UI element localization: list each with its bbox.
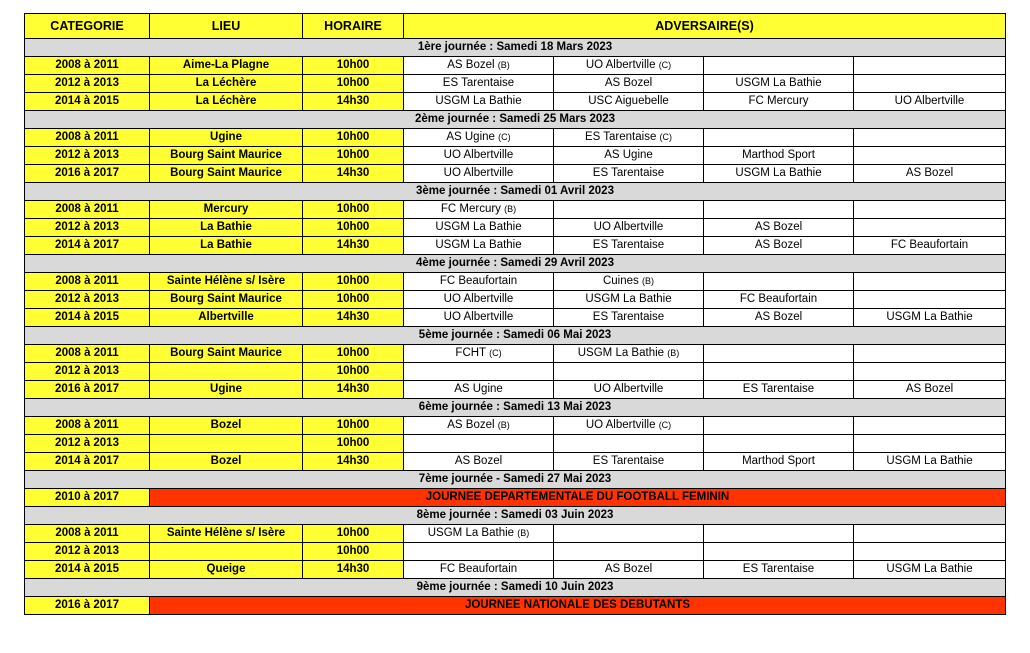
- category-cell: 2014 à 2015: [25, 309, 150, 327]
- opponent-cell: [404, 219, 554, 237]
- opponent-cell: [404, 345, 554, 363]
- time-cell: 14h30: [303, 237, 404, 255]
- category-cell: 2008 à 2011: [25, 129, 150, 147]
- time-cell: 10h00: [303, 129, 404, 147]
- opponent-cell: [554, 237, 704, 255]
- round-row: [25, 399, 1006, 417]
- opponent-cell: [404, 237, 554, 255]
- match-row: [25, 147, 1006, 165]
- category-cell: 2008 à 2011: [25, 345, 150, 363]
- schedule-body: [25, 39, 1006, 615]
- opponent-cell: [404, 453, 554, 471]
- time-cell: 10h00: [303, 363, 404, 381]
- category-cell: 2014 à 2017: [25, 453, 150, 471]
- opponent-name: ES Tarentaise: [592, 455, 665, 467]
- opponent-name: ES Tarentaise: [584, 131, 657, 143]
- opponent-cell: [704, 147, 854, 165]
- opponent-cell: [704, 165, 854, 183]
- opponent-cell: [554, 435, 704, 453]
- opponent-cell: [554, 201, 704, 219]
- opponent-name: USGM La Bathie: [735, 167, 822, 179]
- opponent-name: AS Bozel: [454, 455, 503, 467]
- schedule-table: [24, 13, 1006, 615]
- venue-cell: Bozel: [150, 453, 303, 471]
- opponent-cell: [854, 417, 1006, 435]
- opponent-cell: [404, 93, 554, 111]
- category-cell: 2016 à 2017: [25, 381, 150, 399]
- opponent-name: USGM La Bathie: [427, 527, 515, 539]
- opponent-name: AS Ugine: [446, 131, 495, 143]
- opponent-cell: [554, 291, 704, 309]
- opponent-name: ES Tarentaise: [592, 167, 665, 179]
- opponent-name: UO Albertville: [443, 149, 514, 161]
- venue-cell: Aime-La Plagne: [150, 57, 303, 75]
- category-cell: 2016 à 2017: [25, 597, 150, 615]
- time-cell: 10h00: [303, 201, 404, 219]
- category-cell: 2012 à 2013: [25, 219, 150, 237]
- opponent-cell: [554, 165, 704, 183]
- match-row: [25, 75, 1006, 93]
- match-row: [25, 561, 1006, 579]
- opponent-name: Cuines: [602, 275, 639, 287]
- category-cell: 2016 à 2017: [25, 165, 150, 183]
- opponent-name: USC Aiguebelle: [588, 95, 669, 107]
- opponent-name: FC Mercury: [748, 95, 809, 107]
- opponent-name: UO Albertville: [443, 311, 514, 323]
- opponent-cell: [704, 453, 854, 471]
- team-level-tag: (B): [517, 528, 530, 538]
- time-cell: 10h00: [303, 435, 404, 453]
- opponent-cell: [704, 129, 854, 147]
- header-horaire: HORAIRE: [303, 14, 404, 39]
- time-cell: 14h30: [303, 165, 404, 183]
- time-cell: 10h00: [303, 525, 404, 543]
- header-lieu: LIEU: [150, 14, 303, 39]
- opponent-cell: [404, 417, 554, 435]
- header-row: [25, 14, 1006, 39]
- opponent-cell: [404, 435, 554, 453]
- opponent-cell: [554, 561, 704, 579]
- venue-cell: La Bathie: [150, 237, 303, 255]
- round-title: 5ème journée : Samedi 06 Mai 2023: [25, 327, 1006, 345]
- venue-cell: Mercury: [150, 201, 303, 219]
- opponent-name: AS Bozel: [754, 239, 803, 251]
- opponent-cell: [854, 219, 1006, 237]
- opponent-name: USGM La Bathie: [886, 563, 973, 575]
- round-title: 2ème journée : Samedi 25 Mars 2023: [25, 111, 1006, 129]
- opponent-cell: [704, 435, 854, 453]
- round-row: [25, 471, 1006, 489]
- match-row: [25, 165, 1006, 183]
- opponent-cell: [404, 147, 554, 165]
- opponent-cell: [404, 273, 554, 291]
- opponent-name: FC Mercury: [440, 203, 501, 215]
- time-cell: 10h00: [303, 219, 404, 237]
- time-cell: 14h30: [303, 93, 404, 111]
- opponent-cell: [704, 309, 854, 327]
- venue-cell: La Léchère: [150, 75, 303, 93]
- venue-cell: Bourg Saint Maurice: [150, 345, 303, 363]
- match-row: [25, 219, 1006, 237]
- category-cell: 2008 à 2011: [25, 57, 150, 75]
- opponent-cell: [554, 75, 704, 93]
- match-row: [25, 345, 1006, 363]
- opponent-name: USGM La Bathie: [585, 293, 672, 305]
- opponent-cell: [404, 57, 554, 75]
- match-row: [25, 93, 1006, 111]
- venue-cell: Sainte Hélène s/ Isère: [150, 273, 303, 291]
- venue-cell: Ugine: [150, 381, 303, 399]
- opponent-name: UO Albertville: [585, 59, 656, 71]
- time-cell: 10h00: [303, 543, 404, 561]
- match-row: [25, 129, 1006, 147]
- round-row: [25, 327, 1006, 345]
- special-event-row: [25, 489, 1006, 507]
- category-cell: 2012 à 2013: [25, 543, 150, 561]
- venue-cell: Bourg Saint Maurice: [150, 291, 303, 309]
- opponent-name: UO Albertville: [593, 383, 664, 395]
- opponent-cell: [404, 561, 554, 579]
- category-cell: 2008 à 2011: [25, 273, 150, 291]
- opponent-cell: [404, 309, 554, 327]
- venue-cell: Ugine: [150, 129, 303, 147]
- special-event-banner: JOURNEE NATIONALE DES DEBUTANTS: [150, 597, 1006, 615]
- opponent-name: FC Beaufortain: [439, 275, 518, 287]
- round-row: [25, 111, 1006, 129]
- opponent-name: USGM La Bathie: [735, 77, 822, 89]
- match-row: [25, 381, 1006, 399]
- opponent-name: AS Bozel: [447, 419, 495, 431]
- match-row: [25, 435, 1006, 453]
- opponent-name: Marthod Sport: [742, 149, 815, 161]
- special-event-banner: JOURNEE DEPARTEMENTALE DU FOOTBALL FEMININ: [150, 489, 1006, 507]
- opponent-name: AS Ugine: [604, 149, 653, 161]
- match-row: [25, 363, 1006, 381]
- team-level-tag: (B): [497, 420, 510, 430]
- team-level-tag: (C): [659, 132, 673, 142]
- opponent-name: AS Bozel: [604, 77, 653, 89]
- opponent-cell: [704, 363, 854, 381]
- opponent-name: USGM La Bathie: [886, 455, 973, 467]
- header-categorie: CATEGORIE: [25, 14, 150, 39]
- opponent-cell: [854, 57, 1006, 75]
- team-level-tag: (C): [489, 348, 502, 358]
- opponent-cell: [704, 525, 854, 543]
- opponent-cell: [554, 219, 704, 237]
- round-title: 9ème journée : Samedi 10 Juin 2023: [25, 579, 1006, 597]
- venue-cell: Sainte Hélène s/ Isère: [150, 525, 303, 543]
- venue-cell: Queige: [150, 561, 303, 579]
- opponent-name: FCHT: [455, 347, 486, 359]
- opponent-name: AS Ugine: [454, 383, 503, 395]
- category-cell: 2012 à 2013: [25, 363, 150, 381]
- opponent-name: UO Albertville: [894, 95, 965, 107]
- time-cell: 10h00: [303, 57, 404, 75]
- opponent-cell: [554, 93, 704, 111]
- opponent-name: UO Albertville: [585, 419, 656, 431]
- round-title: 3ème journée : Samedi 01 Avril 2023: [25, 183, 1006, 201]
- round-title: 6ème journée : Samedi 13 Mai 2023: [25, 399, 1006, 417]
- opponent-name: UO Albertville: [443, 167, 514, 179]
- opponent-cell: [554, 381, 704, 399]
- opponent-cell: [704, 237, 854, 255]
- opponent-cell: [854, 345, 1006, 363]
- match-row: [25, 273, 1006, 291]
- opponent-cell: [404, 525, 554, 543]
- opponent-cell: [854, 561, 1006, 579]
- opponent-cell: [554, 417, 704, 435]
- opponent-name: AS Bozel: [905, 383, 954, 395]
- match-row: [25, 201, 1006, 219]
- header-adversaires: ADVERSAIRE(S): [404, 14, 1006, 39]
- team-level-tag: (C): [658, 60, 672, 70]
- time-cell: 10h00: [303, 75, 404, 93]
- opponent-name: USGM La Bathie: [435, 221, 522, 233]
- opponent-cell: [704, 201, 854, 219]
- opponent-cell: [854, 525, 1006, 543]
- venue-cell: Bozel: [150, 417, 303, 435]
- opponent-cell: [854, 435, 1006, 453]
- opponent-name: AS Bozel: [754, 221, 803, 233]
- team-level-tag: (C): [498, 132, 511, 142]
- opponent-cell: [854, 381, 1006, 399]
- opponent-cell: [704, 93, 854, 111]
- time-cell: 14h30: [303, 381, 404, 399]
- opponent-cell: [554, 543, 704, 561]
- opponent-cell: [704, 291, 854, 309]
- venue-cell: [150, 363, 303, 381]
- venue-cell: [150, 543, 303, 561]
- opponent-cell: [854, 273, 1006, 291]
- opponent-cell: [404, 201, 554, 219]
- venue-cell: [150, 435, 303, 453]
- opponent-name: FC Beaufortain: [739, 293, 818, 305]
- opponent-cell: [854, 237, 1006, 255]
- time-cell: 10h00: [303, 273, 404, 291]
- opponent-name: AS Bozel: [905, 167, 954, 179]
- time-cell: 10h00: [303, 417, 404, 435]
- team-level-tag: (B): [667, 348, 680, 358]
- opponent-cell: [404, 129, 554, 147]
- category-cell: 2008 à 2011: [25, 525, 150, 543]
- opponent-cell: [554, 345, 704, 363]
- venue-cell: Bourg Saint Maurice: [150, 147, 303, 165]
- team-level-tag: (B): [497, 60, 510, 70]
- opponent-cell: [854, 309, 1006, 327]
- category-cell: 2014 à 2017: [25, 237, 150, 255]
- category-cell: 2012 à 2013: [25, 435, 150, 453]
- category-cell: 2012 à 2013: [25, 147, 150, 165]
- opponent-cell: [554, 147, 704, 165]
- venue-cell: Bourg Saint Maurice: [150, 165, 303, 183]
- opponent-cell: [854, 543, 1006, 561]
- match-row: [25, 57, 1006, 75]
- round-row: [25, 507, 1006, 525]
- opponent-cell: [854, 453, 1006, 471]
- opponent-name: ES Tarentaise: [742, 563, 815, 575]
- team-level-tag: (B): [504, 204, 517, 214]
- opponent-cell: [854, 291, 1006, 309]
- opponent-cell: [704, 561, 854, 579]
- venue-cell: Albertville: [150, 309, 303, 327]
- opponent-cell: [854, 147, 1006, 165]
- opponent-cell: [704, 75, 854, 93]
- opponent-cell: [704, 219, 854, 237]
- opponent-name: USGM La Bathie: [435, 95, 522, 107]
- opponent-cell: [404, 381, 554, 399]
- match-row: [25, 525, 1006, 543]
- round-title: 7ème journée - Samedi 27 Mai 2023: [25, 471, 1006, 489]
- category-cell: 2010 à 2017: [25, 489, 150, 507]
- category-cell: 2008 à 2011: [25, 417, 150, 435]
- opponent-name: ES Tarentaise: [592, 239, 665, 251]
- opponent-cell: [404, 363, 554, 381]
- round-row: [25, 579, 1006, 597]
- opponent-cell: [854, 363, 1006, 381]
- category-cell: 2008 à 2011: [25, 201, 150, 219]
- round-title: 4ème journée : Samedi 29 Avril 2023: [25, 255, 1006, 273]
- opponent-cell: [554, 309, 704, 327]
- opponent-cell: [554, 453, 704, 471]
- opponent-name: ES Tarentaise: [592, 311, 665, 323]
- opponent-name: UO Albertville: [593, 221, 664, 233]
- round-row: [25, 255, 1006, 273]
- match-row: [25, 543, 1006, 561]
- match-row: [25, 309, 1006, 327]
- round-row: [25, 39, 1006, 57]
- opponent-cell: [554, 363, 704, 381]
- opponent-cell: [404, 543, 554, 561]
- opponent-name: FC Beaufortain: [439, 563, 518, 575]
- opponent-cell: [404, 75, 554, 93]
- opponent-cell: [704, 381, 854, 399]
- opponent-name: Marthod Sport: [742, 455, 815, 467]
- opponent-cell: [554, 129, 704, 147]
- opponent-cell: [854, 75, 1006, 93]
- category-cell: 2012 à 2013: [25, 291, 150, 309]
- time-cell: 14h30: [303, 561, 404, 579]
- venue-cell: La Bathie: [150, 219, 303, 237]
- special-event-row: [25, 597, 1006, 615]
- category-cell: 2012 à 2013: [25, 75, 150, 93]
- opponent-name: USGM La Bathie: [886, 311, 973, 323]
- opponent-cell: [404, 165, 554, 183]
- round-row: [25, 183, 1006, 201]
- team-level-tag: (B): [642, 276, 654, 286]
- match-row: [25, 417, 1006, 435]
- opponent-cell: [554, 273, 704, 291]
- opponent-cell: [704, 273, 854, 291]
- opponent-cell: [704, 543, 854, 561]
- opponent-name: AS Bozel: [447, 59, 495, 71]
- match-row: [25, 453, 1006, 471]
- opponent-cell: [854, 165, 1006, 183]
- time-cell: 14h30: [303, 453, 404, 471]
- round-title: 1ère journée : Samedi 18 Mars 2023: [25, 39, 1006, 57]
- opponent-cell: [554, 525, 704, 543]
- category-cell: 2014 à 2015: [25, 93, 150, 111]
- opponent-cell: [854, 201, 1006, 219]
- opponent-name: AS Bozel: [604, 563, 653, 575]
- opponent-cell: [854, 129, 1006, 147]
- opponent-cell: [704, 345, 854, 363]
- opponent-name: AS Bozel: [754, 311, 803, 323]
- opponent-name: ES Tarentaise: [442, 77, 515, 89]
- match-row: [25, 237, 1006, 255]
- time-cell: 10h00: [303, 291, 404, 309]
- opponent-name: USGM La Bathie: [435, 239, 522, 251]
- opponent-cell: [704, 57, 854, 75]
- venue-cell: La Léchère: [150, 93, 303, 111]
- time-cell: 10h00: [303, 345, 404, 363]
- team-level-tag: (C): [658, 420, 672, 430]
- opponent-name: ES Tarentaise: [742, 383, 815, 395]
- category-cell: 2014 à 2015: [25, 561, 150, 579]
- time-cell: 10h00: [303, 147, 404, 165]
- opponent-name: FC Beaufortain: [890, 239, 969, 251]
- time-cell: 14h30: [303, 309, 404, 327]
- opponent-cell: [554, 57, 704, 75]
- match-row: [25, 291, 1006, 309]
- round-title: 8ème journée : Samedi 03 Juin 2023: [25, 507, 1006, 525]
- opponent-cell: [854, 93, 1006, 111]
- opponent-name: UO Albertville: [443, 293, 514, 305]
- opponent-cell: [704, 417, 854, 435]
- opponent-cell: [404, 291, 554, 309]
- opponent-name: USGM La Bathie: [577, 347, 665, 359]
